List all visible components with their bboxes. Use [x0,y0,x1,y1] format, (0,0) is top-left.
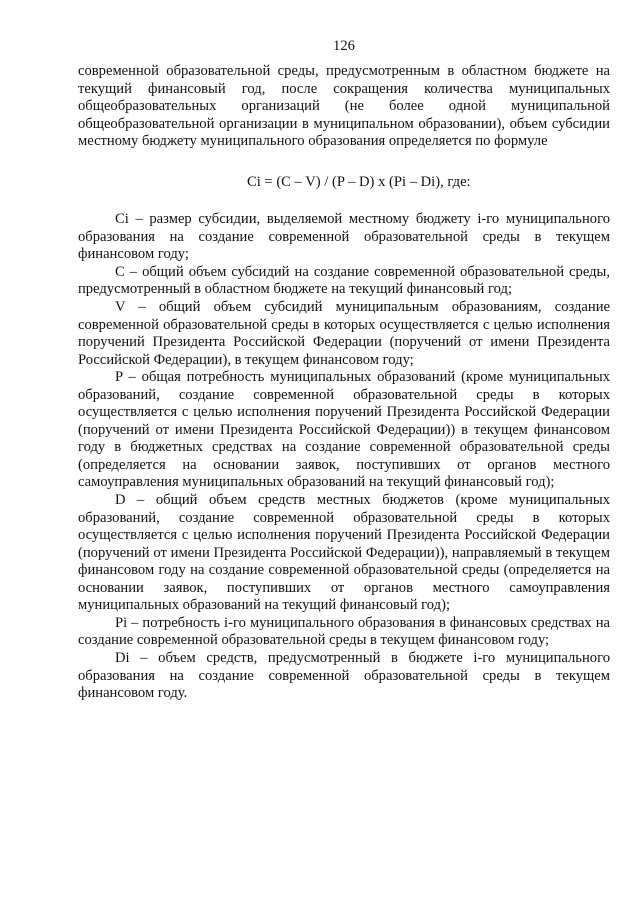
definition-p: P – общая потребность муниципальных образований (кроме муниципальных образований, создание современной образовательной среды в которых осуществляется с целью исполнения поручений Президента Российской Федерации (поручений от имени Президента Российской Федерации)) в текущем финансовом году в бюджетных средствах на создание современной образовательной среды (определяется на основании заявок, поступивших от органов местного самоуправления муниципальных образований на текущий финансовый год); [78,369,610,491]
definition-d: D – общий объем средств местных бюджетов (кроме муниципальных образований, создание современной образовательной среды в которых осуществляется с целью исполнения поручений Президента Российской Федерации (поручений от имени Президента Российской Федерации)), направляемый в текущем финансовом году на создание современной образовательной среды (определяется на основании заявок, поступивших от органов местного самоуправления муниципальных образований на текущий финансовый год); [78,492,610,614]
intro-paragraph: современной образовательной среды, предусмотренным в областном бюджете на текущий финансовый год, после сокращения количества муниципальных общеобразовательных организаций (не более одной муниципальной общеобразовательной организации в муниципальном образовании), объем субсидии местному бюджету муниципального образования определяется по формуле [78,63,610,150]
document-body [78,63,610,703]
definition-ci: Ci – размер субсидии, выделяемой местному бюджету i-го муниципального образования на создание современной образовательной среды в текущем финансовом году; [78,211,610,263]
definition-v: V – общий объем субсидий муниципальным образованиям, создание современной образовательной среды в которых осуществляется с целью исполнения поручений Президента Российской Федерации (поручений от имени Президента Российской Федерации), в текущем финансовом году; [78,299,610,368]
definition-di: Di – объем средств, предусмотренный в бюджете i-го муниципального образования на создание современной образовательной среды в текущем финансовом году. [78,649,610,702]
page-number: 126 [333,38,355,54]
definition-pi: Pi – потребность i-го муниципального образования в финансовых средствах на создание современной образовательной среды в текущем финансовом году; [78,614,610,649]
definition-c: C – общий объем субсидий на создание современной образовательной среды, предусмотренный в областном бюджете на текущий финансовый год; [78,263,610,298]
formula: Ci = (C – V) / (P – D) x (Pi – Di), где: [247,173,471,190]
